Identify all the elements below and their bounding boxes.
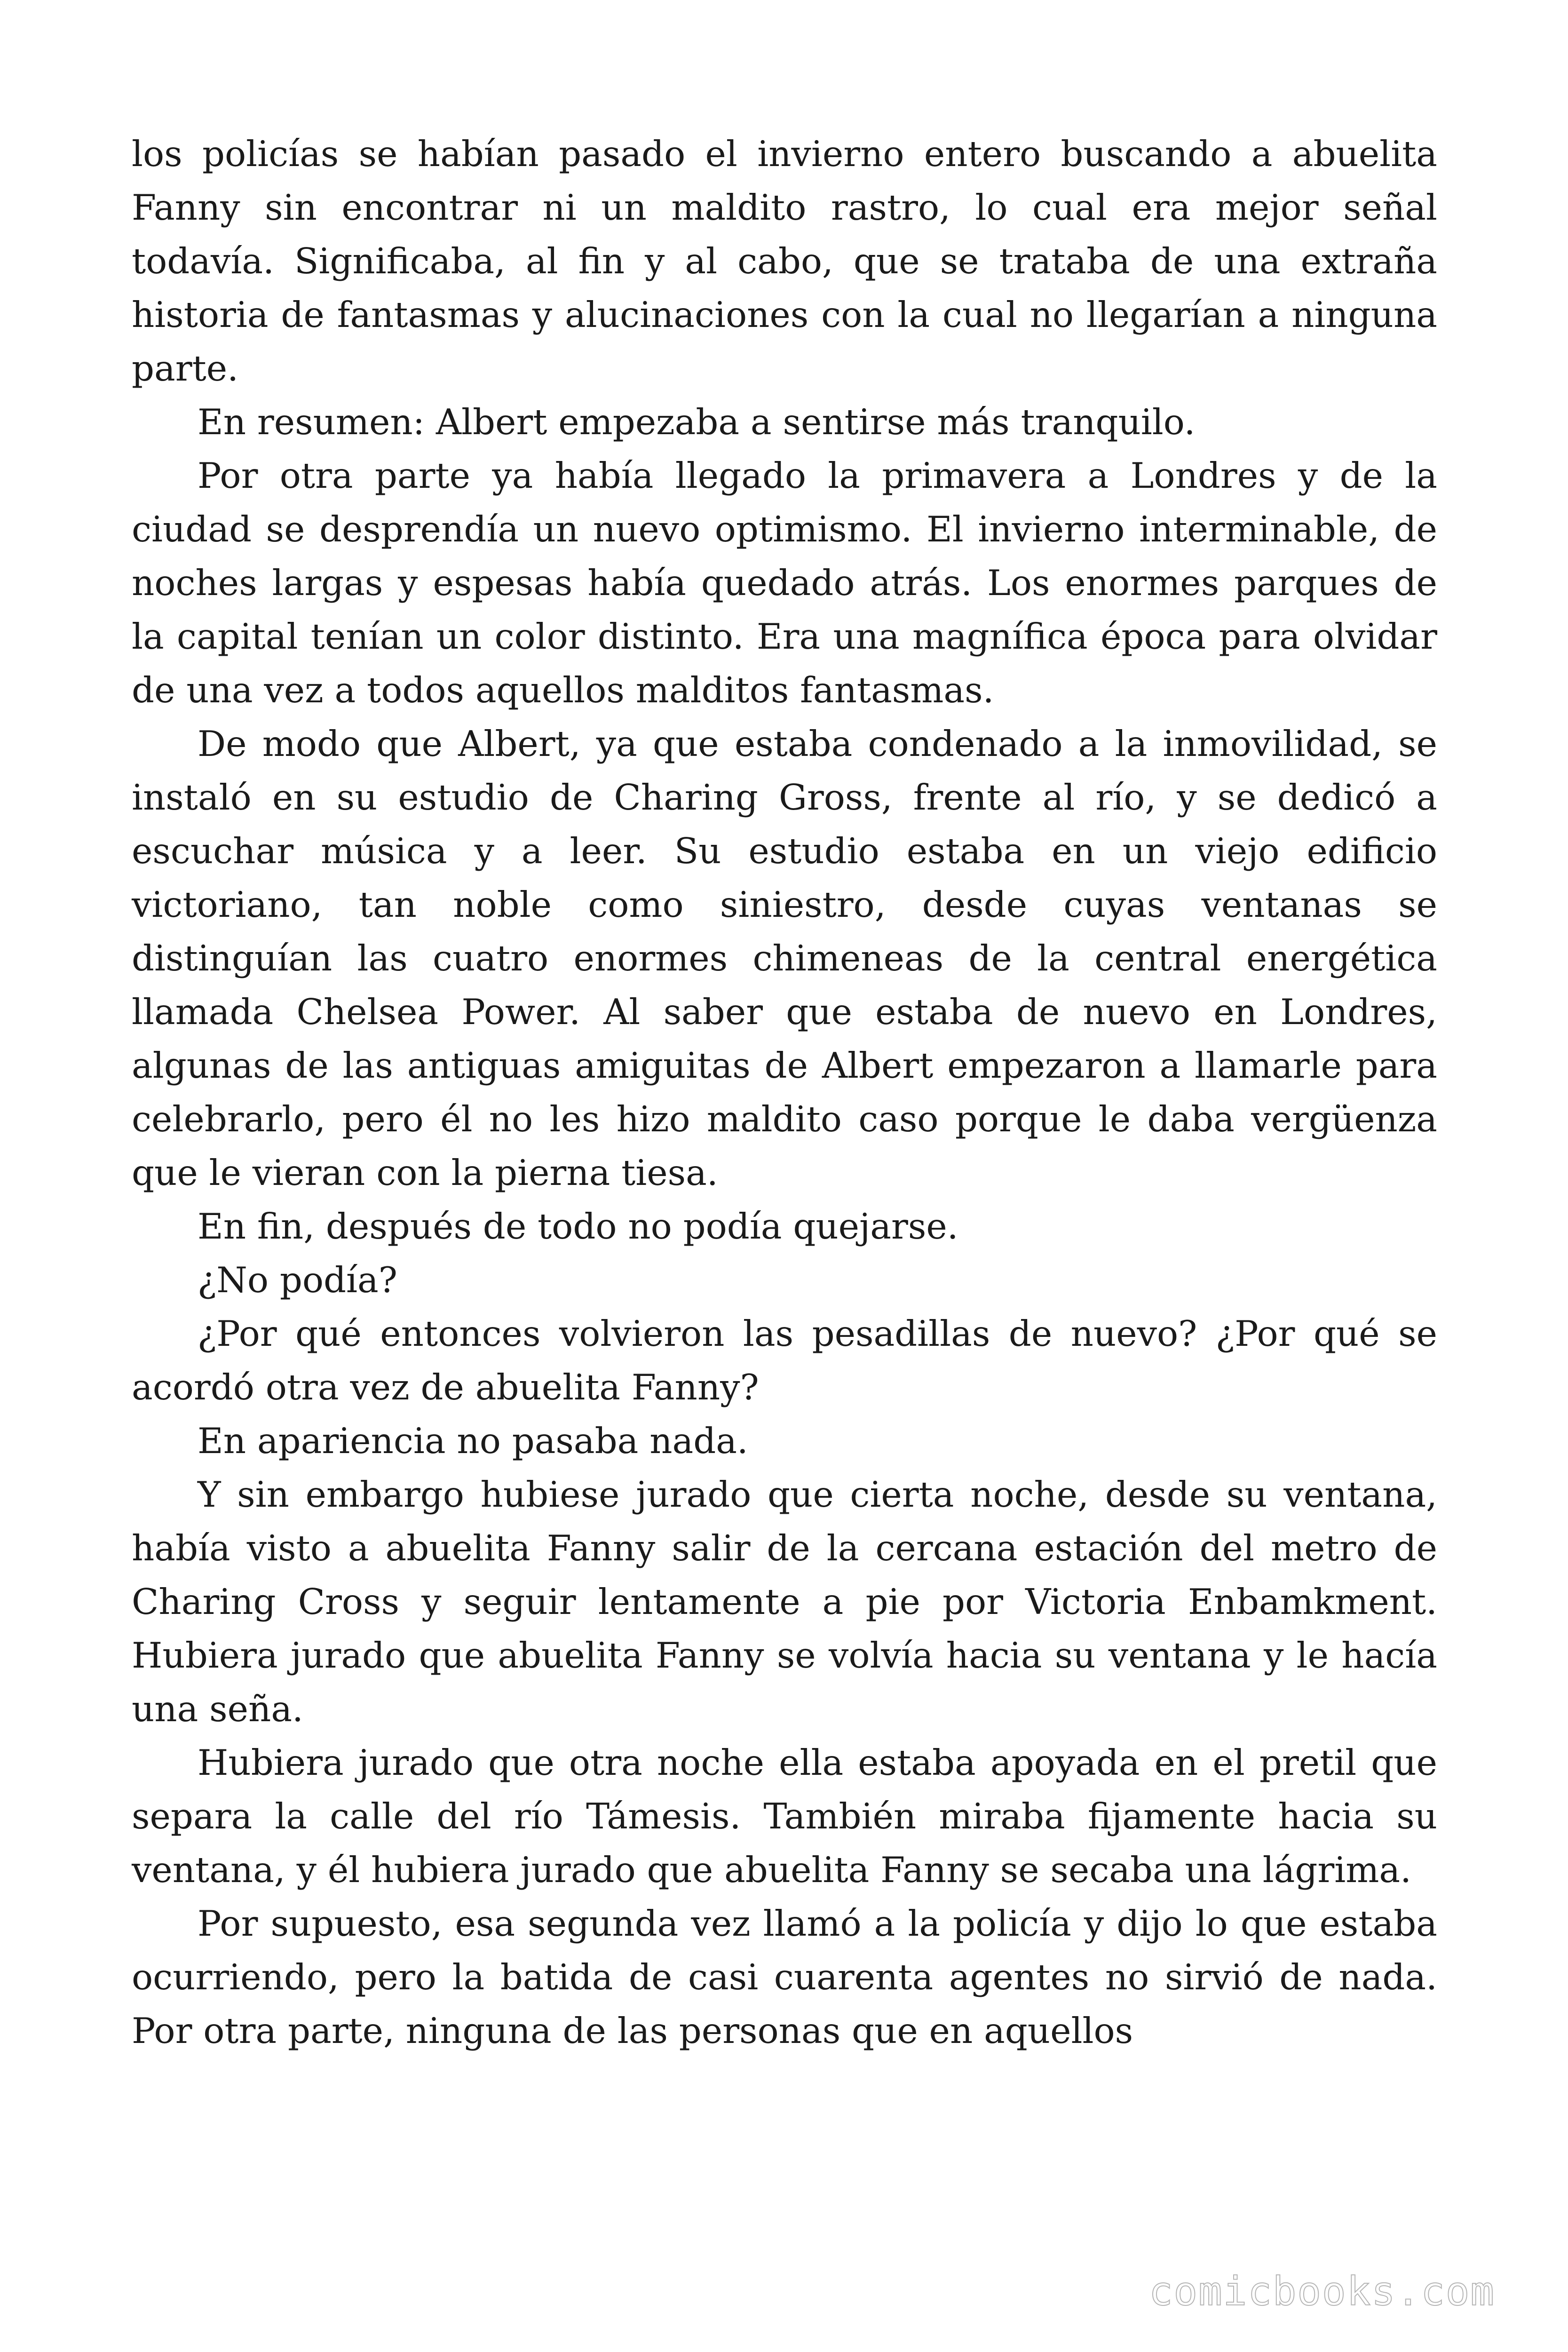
- paragraph-10: Hubiera jurado que otra noche ella estaba apoyada en el pretil que separa la calle del río Támesis. También miraba fijamente hacia su ventana, y él hubiera jurado que abuelita Fanny se secaba una lágrima.: [132, 1742, 1437, 1891]
- paragraph-1: los policías se habían pasado el invierno entero buscando a abuelita Fanny sin encontrar ni un maldito rastro, lo cual era mejor señal todavía. Significaba, al fin y al cabo, que se trataba de una extraña historia de fantasmas y alucinaciones con la cual no llegarían a ninguna parte.: [132, 133, 1437, 389]
- paragraph-6: ¿No podía?: [198, 1259, 397, 1301]
- watermark: comicbooks.com: [1148, 2268, 1495, 2314]
- paragraph-7: ¿Por qué entonces volvieron las pesadillas de nuevo? ¿Por qué se acordó otra vez de abuelita Fanny?: [132, 1313, 1437, 1408]
- paragraph-2: En resumen: Albert empezaba a sentirse más tranquilo.: [198, 401, 1196, 443]
- paragraph-4: De modo que Albert, ya que estaba condenado a la inmovilidad, se instaló en su estudio de Charing Gross, frente al río, y se dedicó a escuchar música y a leer. Su estudio estaba en un viejo edificio victoriano, tan noble como siniestro, desde cuyas ventanas se distinguían las cuatro enormes chimeneas de la central energética llamada Chelsea Power. Al saber que estaba de nuevo en Londres, algunas de las antiguas amiguitas de Albert empezaron a llamarle para celebrarlo, pero él no les hizo maldito caso porque le daba vergüenza que le vieran con la pierna tiesa.: [132, 723, 1437, 1193]
- paragraph-9: Y sin embargo hubiese jurado que cierta noche, desde su ventana, había visto a abuelita Fanny salir de la cercana estación del metro de Charing Cross y seguir lentamente a pie por Victoria Enbamkment. Hubiera jurado que abuelita Fanny se volvía hacia su ventana y le hacía una seña.: [132, 1474, 1437, 1730]
- paragraph-5: En fin, después de todo no podía quejarse.: [198, 1206, 958, 1247]
- paragraph-11: Por supuesto, esa segunda vez llamó a la policía y dijo lo que estaba ocurriendo, pero la batida de casi cuarenta agentes no sirvió de nada. Por otra parte, ninguna de las personas que en aquellos: [132, 1903, 1437, 2051]
- paragraph-3: Por otra parte ya había llegado la primavera a Londres y de la ciudad se desprendía un nuevo optimismo. El invierno interminable, de noches largas y espesas había quedado atrás. Los enormes parques de la capital tenían un color distinto. Era una magnífica época para olvidar de una vez a todos aquellos malditos fantasmas.: [132, 455, 1437, 711]
- paragraph-8: En apariencia no pasaba nada.: [198, 1420, 748, 1462]
- page-text: [132, 127, 1437, 2058]
